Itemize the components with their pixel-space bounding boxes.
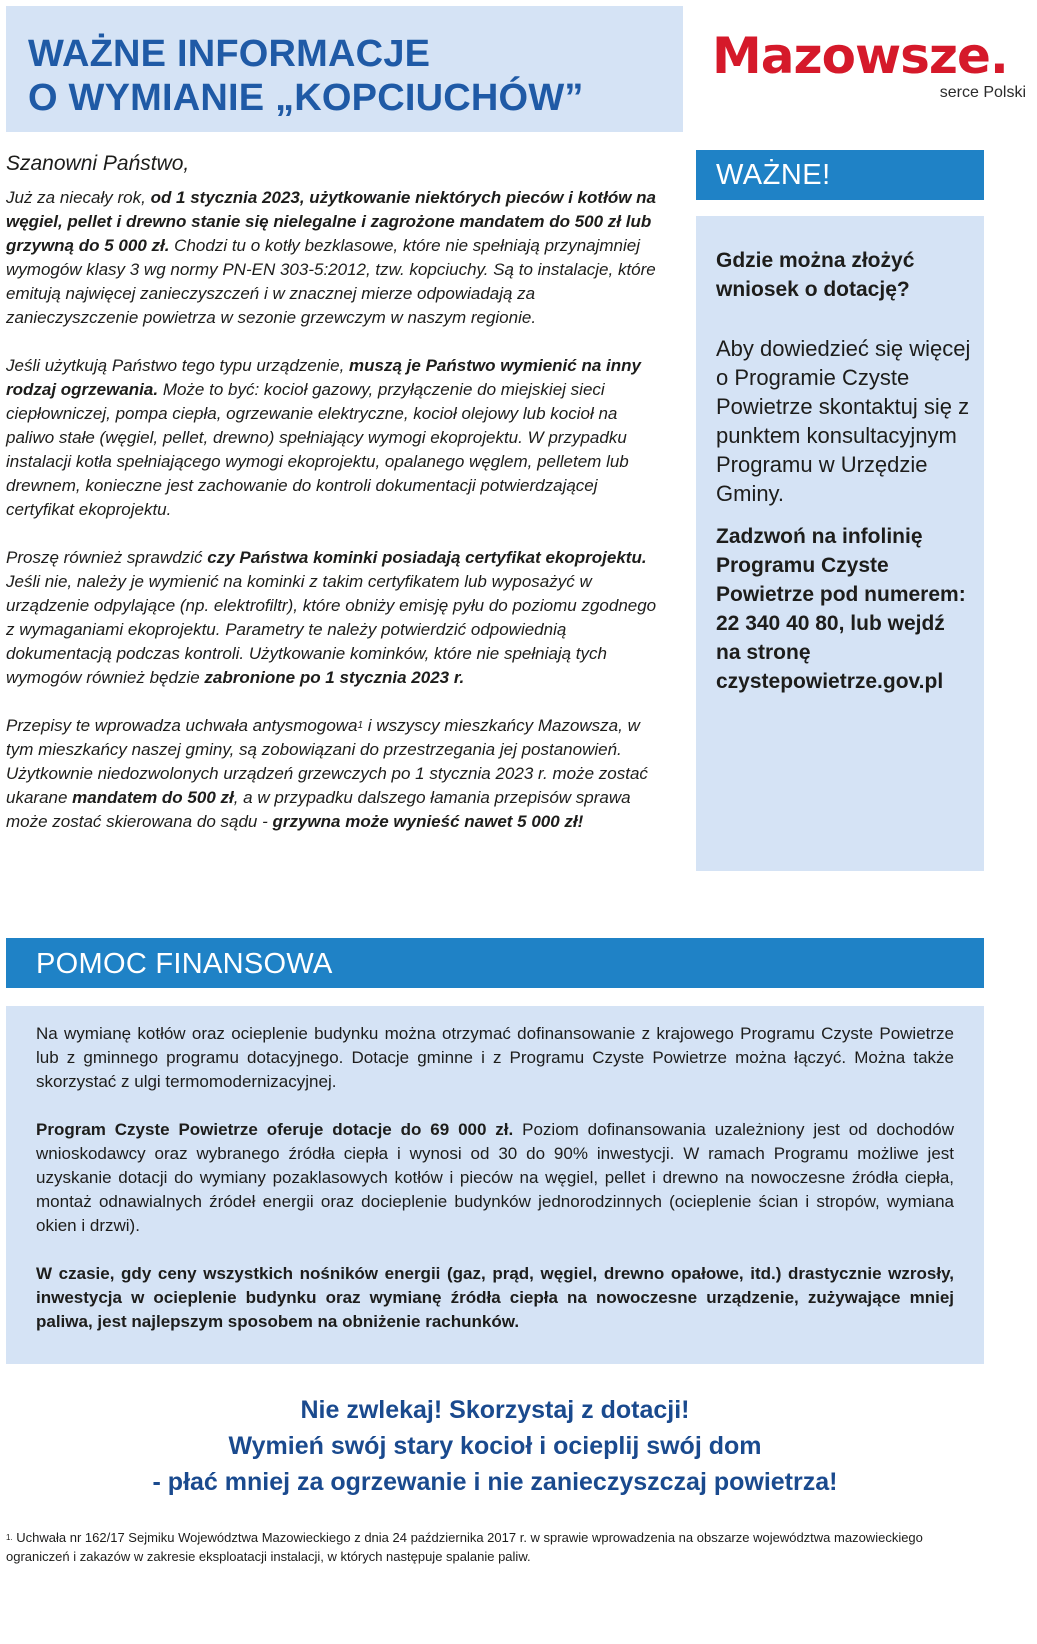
emphasis-text: mandatem do 500 zł (72, 788, 234, 807)
pomoc-paragraph-3 (36, 1262, 954, 1334)
text-run: , a w przypadku dalszego łamania przepisów sprawa może zostać skierowana do sądu - (6, 788, 631, 831)
footnote-reference: 1 (357, 720, 364, 731)
text-run: Jeśli użytkują Państwo tego typu urządzenie, (6, 356, 350, 375)
letter-paragraph-4 (6, 714, 662, 834)
pomoc-paragraph-3-bold: W czasie, gdy ceny wszystkich nośników energii (gaz, prąd, węgiel, drewno opałowe, itd.) drastycznie wzrosły, inwestycja w ocieplenie budynku oraz wymianę źródła ciepła na nowoczesne urządzenie, zużywające mniej paliwa, jest najlepszym sposobem na obniżenie rachunków. (36, 1264, 954, 1331)
footnote (6, 1528, 984, 1566)
mazowsze-logo (712, 26, 1032, 106)
logo-wordmark: Mazowsze. (712, 27, 1008, 85)
cta-line-3: - płać mniej za ogrzewanie i nie zanieczyszczaj powietrza! (152, 1468, 838, 1496)
sidebar-question: Gdzie można złożyć wniosek o dotację? (716, 249, 915, 301)
footnote-text: Uchwała nr 162/17 Sejmiku Województwa Mazowieckiego z dnia 24 października 2017 r. w sprawie wprowadzenia na obszarze województwa mazowieckiego ograniczeń i zakazów w zakresie eksploatacji instalacji, w których następuje spalanie paliw. (6, 1530, 923, 1564)
pomoc-panel (6, 1006, 984, 1364)
letter-paragraph-1 (6, 186, 662, 330)
text-run: Proszę również sprawdzić (6, 548, 208, 567)
letter-paragraph-2 (6, 354, 662, 522)
text-run: Jeśli nie, należy je wymienić na kominki z takim certyfikatem lub wyposażyć w urządzenie odpylające (np. elektrofiltr), które obniży emisję pyłu do poziomu zgodnego z wymaganiami ekoprojektu. Parametry te należy potwierdzić odpowiednią dokumentacją podczas kontroli. Użytkowanie kominków, które nie spełniają tych wymogów również będzie (6, 572, 657, 687)
text-run: Może to być: kocioł gazowy, przyłączenie do miejskiej sieci ciepłowniczej, pompa ciepła, ogrzewanie elektryczne, kocioł olejowy lub kocioł na paliwo stałe (węgiel, pellet, drewno) spełniający wymogi ekoprojektu. W przypadku instalacji kotła spełniającego wymogi ekoprojektu, opalanego węglem, pelletem lub drewnem, konieczne jest zachowanie do kontroli dokumentacji potwierdzającej certyfikat ekoprojektu. (6, 380, 629, 519)
pomoc-paragraph-2-rest: Poziom dofinansowania uzależniony jest od dochodów wnioskodawcy oraz wybranego źródła ciepła i wynosi od 30 do 90% inwestycji. W ramach Programu możliwe jest uzyskanie dotacji do wymiany pozaklasowych kotłów i pieców na węgiel, pellet i drewno na nowoczesne źródła ciepła, montaż odnawialnych źródeł energii oraz docieplenie budynków jednorodzinnych (ocieplenie ścian i stropów, wymiana okien i drzwi). (36, 1120, 954, 1235)
footnote-marker: 1. (6, 1533, 13, 1542)
page-title-line2: O WYMIANIE „KOPCIUCHÓW” (28, 77, 584, 119)
cta-line-2: Wymień swój stary kocioł i ocieplij swój dom (228, 1432, 762, 1460)
pomoc-paragraph-2-bold: Program Czyste Powietrze oferuje dotacje do 69 000 zł. (36, 1120, 514, 1139)
emphasis-text: od 1 stycznia 2023, użytkowanie niektórych pieców i kotłów na węgiel, pellet i drewno stanie się nielegalne i zagrożone mandatem do 500 zł lub grzywną do 5 000 zł. (6, 188, 656, 255)
text-run: Już za niecały rok, (6, 188, 151, 207)
sidebar-call-to-action: Zadzwoń na infolinię Programu Czyste Powietrze pod numerem: 22 340 40 80, lub wejdź na stronę czystepowietrze.gov.pl (716, 525, 966, 693)
page-title-line1: WAŻNE INFORMACJE (28, 33, 431, 75)
letter-greeting: Szanowni Państwo, (6, 152, 190, 175)
pomoc-paragraph-2 (36, 1118, 954, 1238)
pomoc-paragraph-1: Na wymianę kotłów oraz ocieplenie budynku można otrzymać dofinansowanie z krajowego Programu Czyste Powietrze lub z gminnego programu dotacyjnego. Dotacje gminne i z Programu Czyste Powietrze można łączyć. Można także skorzystać z ulgi termomodernizacyjnej. (36, 1024, 954, 1091)
title-box (6, 6, 683, 132)
emphasis-text: grzywna może wynieść nawet 5 000 zł! (272, 812, 584, 831)
letter-body (6, 150, 662, 858)
text-run: Przepisy te wprowadza uchwała antysmogowa (6, 716, 358, 735)
call-to-action (6, 1392, 984, 1500)
letter-paragraph-3 (6, 546, 662, 690)
text-run: i wszyscy mieszkańcy Mazowsza, w tym mieszkańcy naszej gminy, są zobowiązani do przestrzegania jej postanowień. Użytkownie niedozwolonych urządzeń grzewczych po 1 stycznia 2023 r. może zostać ukarane (6, 716, 648, 807)
sidebar-info: Aby dowiedzieć się więcej o Programie Czyste Powietrze skontaktuj się z punktem konsultacyjnym Programu w Urzędzie Gminy. (716, 336, 971, 506)
logo-tagline: serce Polski (939, 84, 1026, 101)
text-run: Chodzi tu o kotły bezklasowe, które nie spełniają przynajmniej wymogów klasy 3 wg normy PN-EN 303-5:2012, tzw. kopciuchy. Są to instalacje, które emitują najwięcej zanieczyszczeń i w znacznej mierze odpowiadają za zanieczyszczenie powietrza w sezonie grzewczym w naszym regionie. (6, 236, 656, 327)
emphasis-text: zabronione po 1 stycznia 2023 r. (204, 668, 465, 687)
pomoc-heading: POMOC FINANSOWA (6, 938, 984, 988)
cta-line-1: Nie zwlekaj! Skorzystaj z dotacji! (300, 1396, 690, 1424)
emphasis-text: muszą je Państwo wymienić na inny rodzaj ogrzewania. (6, 356, 641, 399)
page-title (28, 32, 683, 120)
sidebar-heading: WAŻNE! (696, 150, 984, 200)
sidebar-panel (696, 216, 984, 871)
emphasis-text: czy Państwa kominki posiadają certyfikat ekoprojektu. (207, 548, 647, 567)
